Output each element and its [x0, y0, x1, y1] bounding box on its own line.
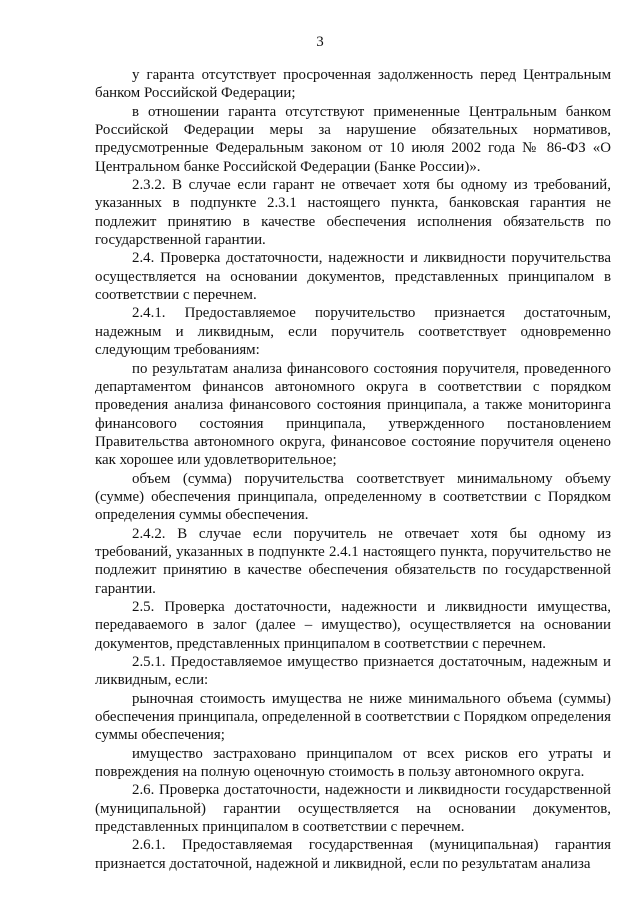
paragraph: по результатам анализа финансового состояния поручителя, проведенного департаментом финансов автономного округа в соответствии с порядком проведения анализа финансового состояния принципала, а также мониторинга финансового состояния принципала, утвержденного постановлением Правительства автономного округа, финансовое состояние поручителя оценено как хорошее или удовлетворительное; — [95, 360, 611, 469]
paragraph: у гаранта отсутствует просроченная задолженность перед Центральным банком Российской Федерации; — [95, 67, 611, 102]
page-number: 3 — [316, 34, 324, 50]
paragraph: 2.5. Проверка достаточности, надежности и ликвидности имущества, передаваемого в залог (далее – имущество), осуществляется на основании документов, представленных принципалом в соответствии с перечнем. — [95, 598, 611, 652]
paragraph: 2.3.2. В случае если гарант не отвечает хотя бы одному из требований, указанных в подпункте 2.3.1 настоящего пункта, банковская гарантия не подлежит принятию в качестве обеспечения исполнения обязательств по государственной гарантии. — [95, 177, 611, 249]
paragraph: 2.4.2. В случае если поручитель не отвечает хотя бы одному из требований, указанных в подпункте 2.4.1 настоящего пункта, поручительство не подлежит принятию в качестве обеспечения обязательств по государственной гарантии. — [95, 525, 611, 597]
paragraph: 2.4.1. Предоставляемое поручительство признается достаточным, надежным и ликвидным, если поручитель соответствует одновременно следующим требованиям: — [95, 305, 611, 359]
paragraph: 2.5.1. Предоставляемое имущество признается достаточным, надежным и ликвидным, если: — [95, 654, 611, 689]
paragraph: рыночная стоимость имущества не ниже минимального объема (суммы) обеспечения принципала, определенной в соответствии с Порядком определения суммы обеспечения; — [95, 690, 611, 744]
paragraph: в отношении гаранта отсутствуют примененные Центральным банком Российской Федерации меры за нарушение обязательных нормативов, предусмотренные Федеральным законом от 10 июля 2002 года № 86-ФЗ «О Центральном банке Российской Федерации (Банке России)». — [95, 103, 611, 175]
paragraph: имущество застраховано принципалом от всех рисков его утраты и повреждения на полную оценочную стоимость в пользу автономного округа. — [95, 745, 611, 781]
paragraph: объем (сумма) поручительства соответствует минимальному объему (сумме) обеспечения принципала, определенному в соответствии с Порядком определения суммы обеспечения. — [95, 470, 611, 524]
paragraph: 2.6.1. Предоставляемая государственная (муниципальная) гарантия признается достаточной, надежной и ликвидной, если по результатам анализа — [95, 837, 611, 872]
paragraph: 2.6. Проверка достаточности, надежности и ликвидности государственной (муниципальной) гарантии осуществляется на основании документов, представленных принципалом в соответствии с перечнем. — [95, 782, 611, 836]
document-body — [95, 66, 611, 873]
paragraph: 2.4. Проверка достаточности, надежности и ликвидности поручительства осуществляется на основании документов, представленных принципалом в соответствии с перечнем. — [95, 250, 611, 304]
